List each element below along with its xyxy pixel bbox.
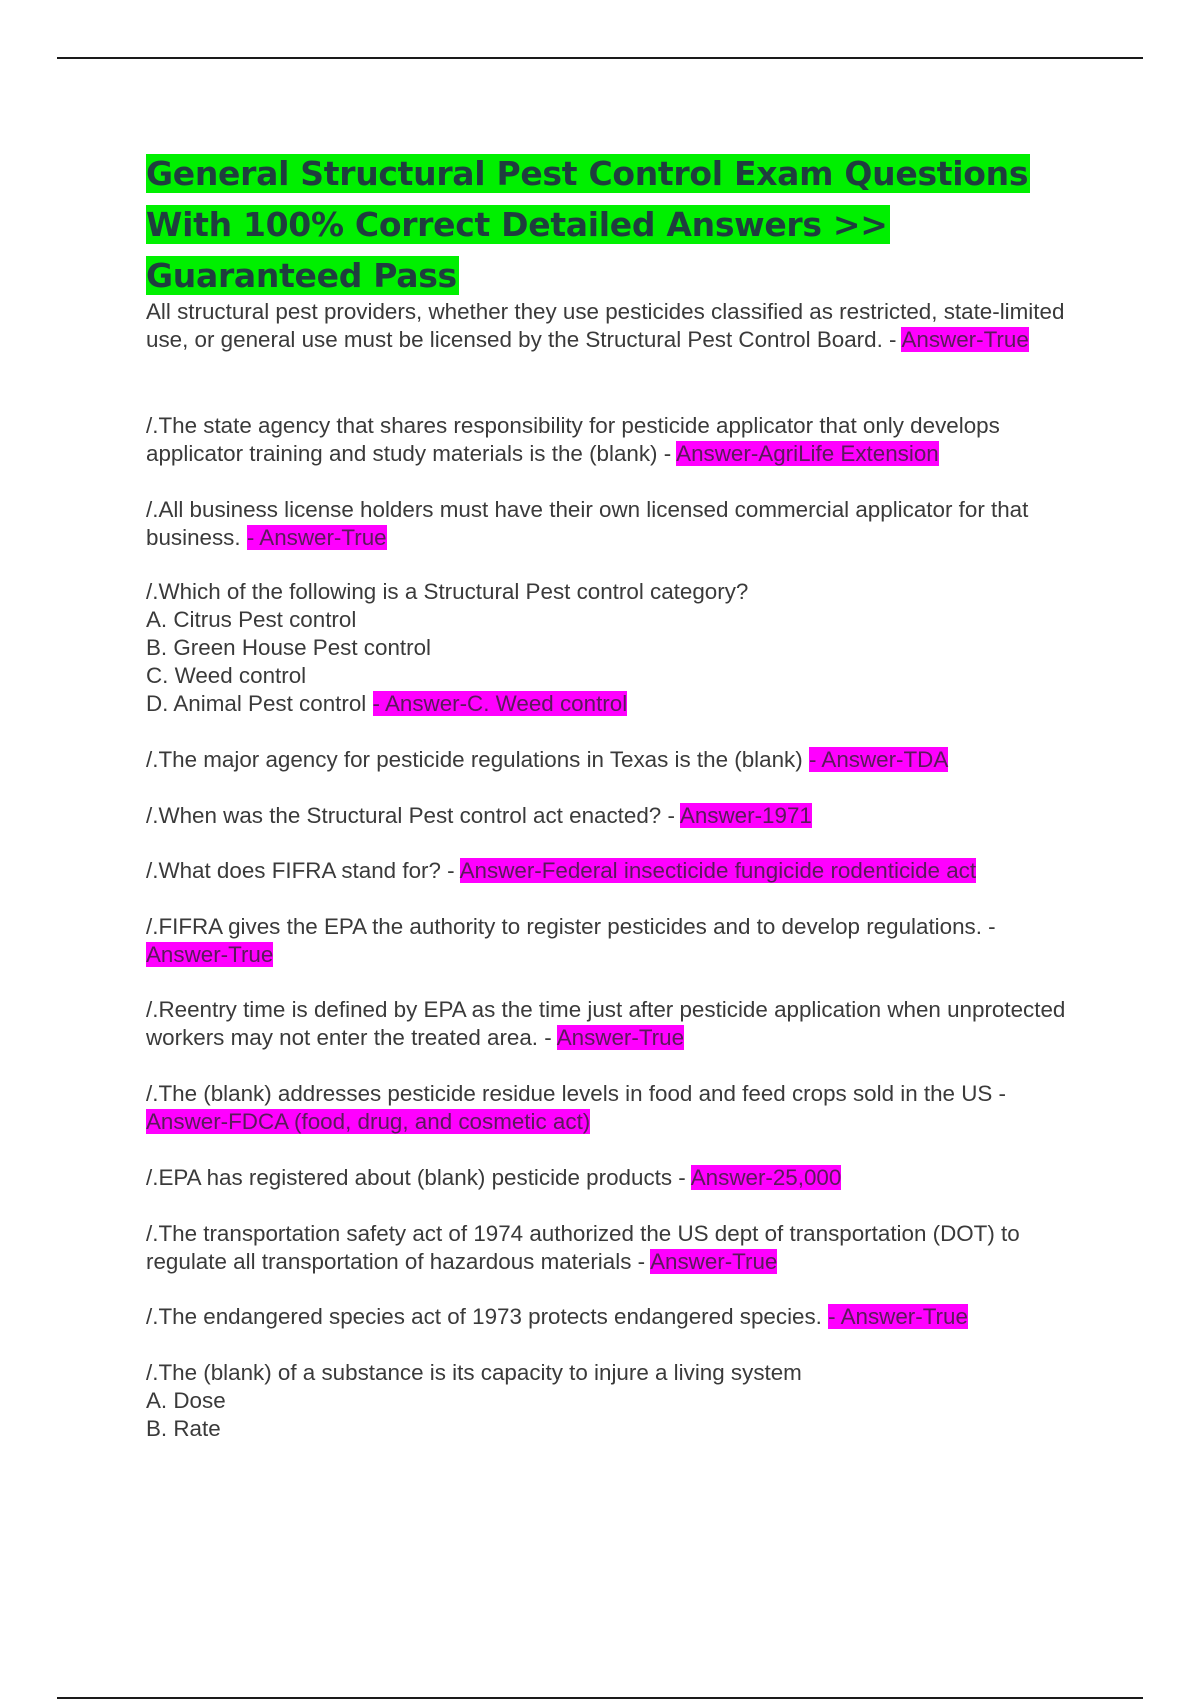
option-b: B. Green House Pest control — [146, 635, 431, 660]
document-title — [146, 148, 1086, 301]
question-text: /.What does FIFRA stand for? - — [146, 858, 460, 883]
question-text: /.All business license holders must have their own licensed commercial applicator for that business. — [146, 497, 1029, 550]
answer-highlight: - Answer-C. Weed control — [372, 691, 628, 716]
question-text: /.When was the Structural Pest control act enacted? - — [146, 803, 680, 828]
qa-item-5 — [146, 746, 1076, 774]
question-text: /.The endangered species act of 1973 protects endangered species. — [146, 1304, 829, 1329]
option-d: D. Animal Pest control — [146, 691, 373, 716]
top-rule — [57, 57, 1143, 59]
question-text: /.The (blank) addresses pesticide residue levels in food and feed crops sold in the US - — [146, 1081, 1007, 1106]
answer-highlight: - Answer-True — [828, 1304, 968, 1329]
qa-item-8 — [146, 913, 1076, 969]
answer-highlight: Answer-True — [650, 1249, 778, 1274]
option-c: C. Weed control — [146, 663, 307, 688]
qa-item-9 — [146, 996, 1076, 1052]
answer-highlight: Answer-True — [901, 327, 1029, 352]
question-text: /.The (blank) of a substance is its capacity to injure a living system — [146, 1360, 802, 1385]
question-text: /.The transportation safety act of 1974 authorized the US dept of transportation (DOT) to regulate all transportation of hazardous materials - — [146, 1221, 1020, 1274]
qa-item-11 — [146, 1164, 1076, 1192]
qa-item-7 — [146, 857, 1076, 885]
qa-item-4 — [146, 578, 1076, 718]
answer-highlight: Answer-Federal insecticide fungicide rodenticide act — [459, 858, 977, 883]
option-a: A. Dose — [146, 1388, 226, 1413]
question-text: /.FIFRA gives the EPA the authority to register pesticides and to develop regulations. - — [146, 914, 996, 939]
qa-item-1 — [146, 298, 1076, 354]
answer-highlight: Answer-True — [556, 1025, 685, 1050]
title-highlight: General Structural Pest Control Exam Questions With 100% Correct Detailed Answers >> Guaranteed Pass — [146, 154, 1029, 295]
answer-highlight: Answer-25,000 — [690, 1165, 842, 1190]
qa-item-12 — [146, 1220, 1076, 1276]
qa-item-3 — [146, 496, 1076, 552]
qa-item-6 — [146, 802, 1076, 830]
option-b: B. Rate — [146, 1416, 221, 1441]
qa-item-10 — [146, 1080, 1076, 1136]
bottom-rule — [57, 1697, 1143, 1699]
question-text: /.Reentry time is defined by EPA as the time just after pesticide application when unprotected workers may not enter the treated area. - — [146, 997, 1066, 1050]
answer-highlight: - Answer-True — [246, 525, 387, 550]
answer-highlight: Answer-True — [146, 942, 274, 967]
qa-item-2 — [146, 412, 1076, 468]
answer-highlight: - Answer-TDA — [808, 747, 949, 772]
answer-highlight: Answer-FDCA (food, drug, and cosmetic act) — [146, 1109, 591, 1134]
question-text: /.EPA has registered about (blank) pesticide products - — [146, 1165, 691, 1190]
qa-item-13 — [146, 1303, 1076, 1331]
option-d-line — [146, 690, 1076, 718]
answer-highlight: Answer-AgriLife Extension — [676, 441, 939, 466]
qa-item-14 — [146, 1359, 1076, 1443]
question-text: /.Which of the following is a Structural Pest control category? — [146, 579, 749, 604]
question-text: All structural pest providers, whether they use pesticides classified as restricted, state-limited use, or general use must be licensed by the Structural Pest Control Board. - — [146, 299, 1065, 352]
option-a: A. Citrus Pest control — [146, 607, 357, 632]
question-text: /.The major agency for pesticide regulations in Texas is the (blank) — [146, 747, 809, 772]
question-text: /.The state agency that shares responsibility for pesticide applicator that only develops applicator training and study materials is the (blank) - — [146, 413, 1000, 466]
answer-highlight: Answer-1971 — [679, 803, 812, 828]
